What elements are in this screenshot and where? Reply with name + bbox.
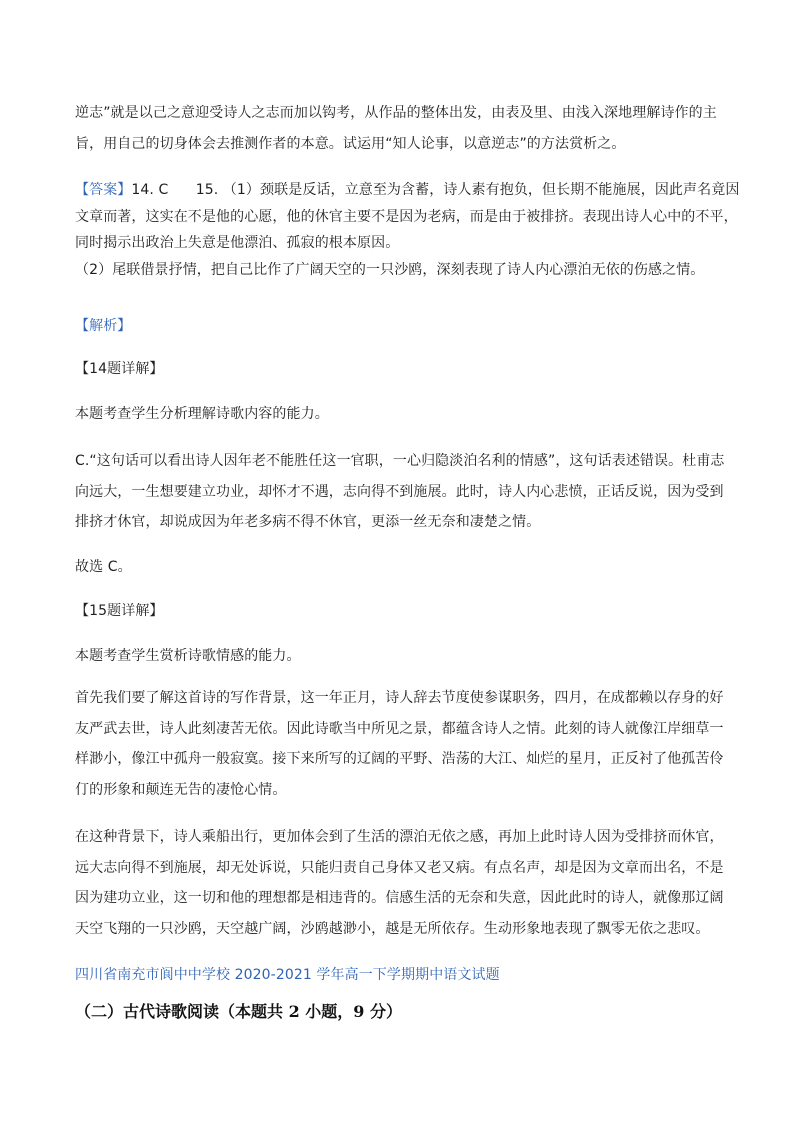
text-line: （2）尾联借景抒情，把自己比作了广阔天空的一只沙鸥，深刻表现了诗人内心漂泊无依的伤感之情。 <box>75 261 705 278</box>
text-line: 排挤才休官，却说成因为年老多病不得不休官，更添一丝无奈和凄楚之情。 <box>75 514 541 530</box>
text-line: 仃的形象和颠连无告的凄怆心情。 <box>75 781 287 798</box>
analysis-tag: 【解析】 <box>75 318 132 334</box>
q15-paragraph-1 <box>75 685 723 803</box>
text-line: 天空飞翔的一只沙鸥，天空越广阔，沙鸥越渺小，越是无所依存。生动形象地表现了飘零无依之悲叹。 <box>75 920 710 937</box>
q15-heading: 【15题详解】 <box>75 603 164 619</box>
text-line: 旨，用自己的切身体会去推测作者的本意。试运用“知人论事，以意逆志”的方法赏析之。 <box>75 135 626 152</box>
text-line: 同时揭示出政治上失意是他漂泊、孤寂的根本原因。 <box>75 235 400 251</box>
answer-paragraph <box>75 177 740 283</box>
text-line: C.“这句话可以看出诗人因年老不能胜任这一官职，一心归隐淡泊名利的情感”，这句话表述错误。杜甫志 <box>75 453 725 469</box>
q14-choice: 故选 C。 <box>75 559 132 575</box>
text-line <box>75 177 740 204</box>
text-line: 首先我们要了解这首诗的写作背景，这一年正月，诗人辞去节度使参谋职务，四月，在成都赖以存身的好 <box>75 690 724 706</box>
section-title: （二）古代诗歌阅读（本题共 2 小题，9 分） <box>75 1002 402 1021</box>
intro-paragraph <box>75 100 723 157</box>
q15-intro: 本题考查学生赏析诗歌情感的能力。 <box>75 648 301 664</box>
analysis-heading <box>75 313 723 340</box>
text-line: 向远大，一生想要建立功业，却怀才不遇，志向得不到施展。此时，诗人内心悲愤，正话反说，因为受到 <box>75 483 724 500</box>
q15-paragraph-2 <box>75 824 723 942</box>
q14-intro: 本题考查学生分析理解诗歌内容的能力。 <box>75 406 329 422</box>
q14-heading: 【14题详解】 <box>75 361 164 377</box>
text-line: 因为建功立业，这一切和他的理想都是相违背的。信感生活的无奈和失意，因此此时的诗人，就像那辽阔 <box>75 890 724 906</box>
text-line: 文章而著，这实在不是他的心愿，他的休官主要不是因为老病，而是由于被排挤。表现出诗人心中的不平， <box>75 208 738 225</box>
answer-line: 14. C 15. （1）颈联是反话，立意至为含蓄，诗人素有抱负，但长期不能施展，因此声名竟因 <box>131 182 740 198</box>
text-line: 友严武去世，诗人此刻凄苦无依。因此诗歌当中所见之景，都蕴含诗人之情。此刻的诗人就像江岸细草一 <box>75 720 724 737</box>
q14-option-c <box>75 448 723 536</box>
text-line: 样渺小，像江中孤舟一般寂寞。接下来所写的辽阔的平野、浩荡的大江、灿烂的星月，正反衬了他孤苦伶 <box>75 751 724 767</box>
source-line: 四川省南充市阆中中学校 2020-2021 学年高一下学期期中语文试题 <box>75 967 500 983</box>
text-line: 远大志向得不到施展，却无处诉说，只能归责自己身体又老又病。有点名声，却是因为文章而出名，不是 <box>75 859 724 876</box>
text-line: 逆志”就是以己之意迎受诗人之志而加以钩考，从作品的整体出发，由表及里、由浅入深地理解诗作的主 <box>75 105 717 121</box>
text-line: 在这种背景下，诗人乘船出行，更加体会到了生活的漂泊无依之感，再加上此时诗人因为受排挤而休官， <box>75 829 724 845</box>
answer-tag: 【答案】 <box>75 182 132 198</box>
